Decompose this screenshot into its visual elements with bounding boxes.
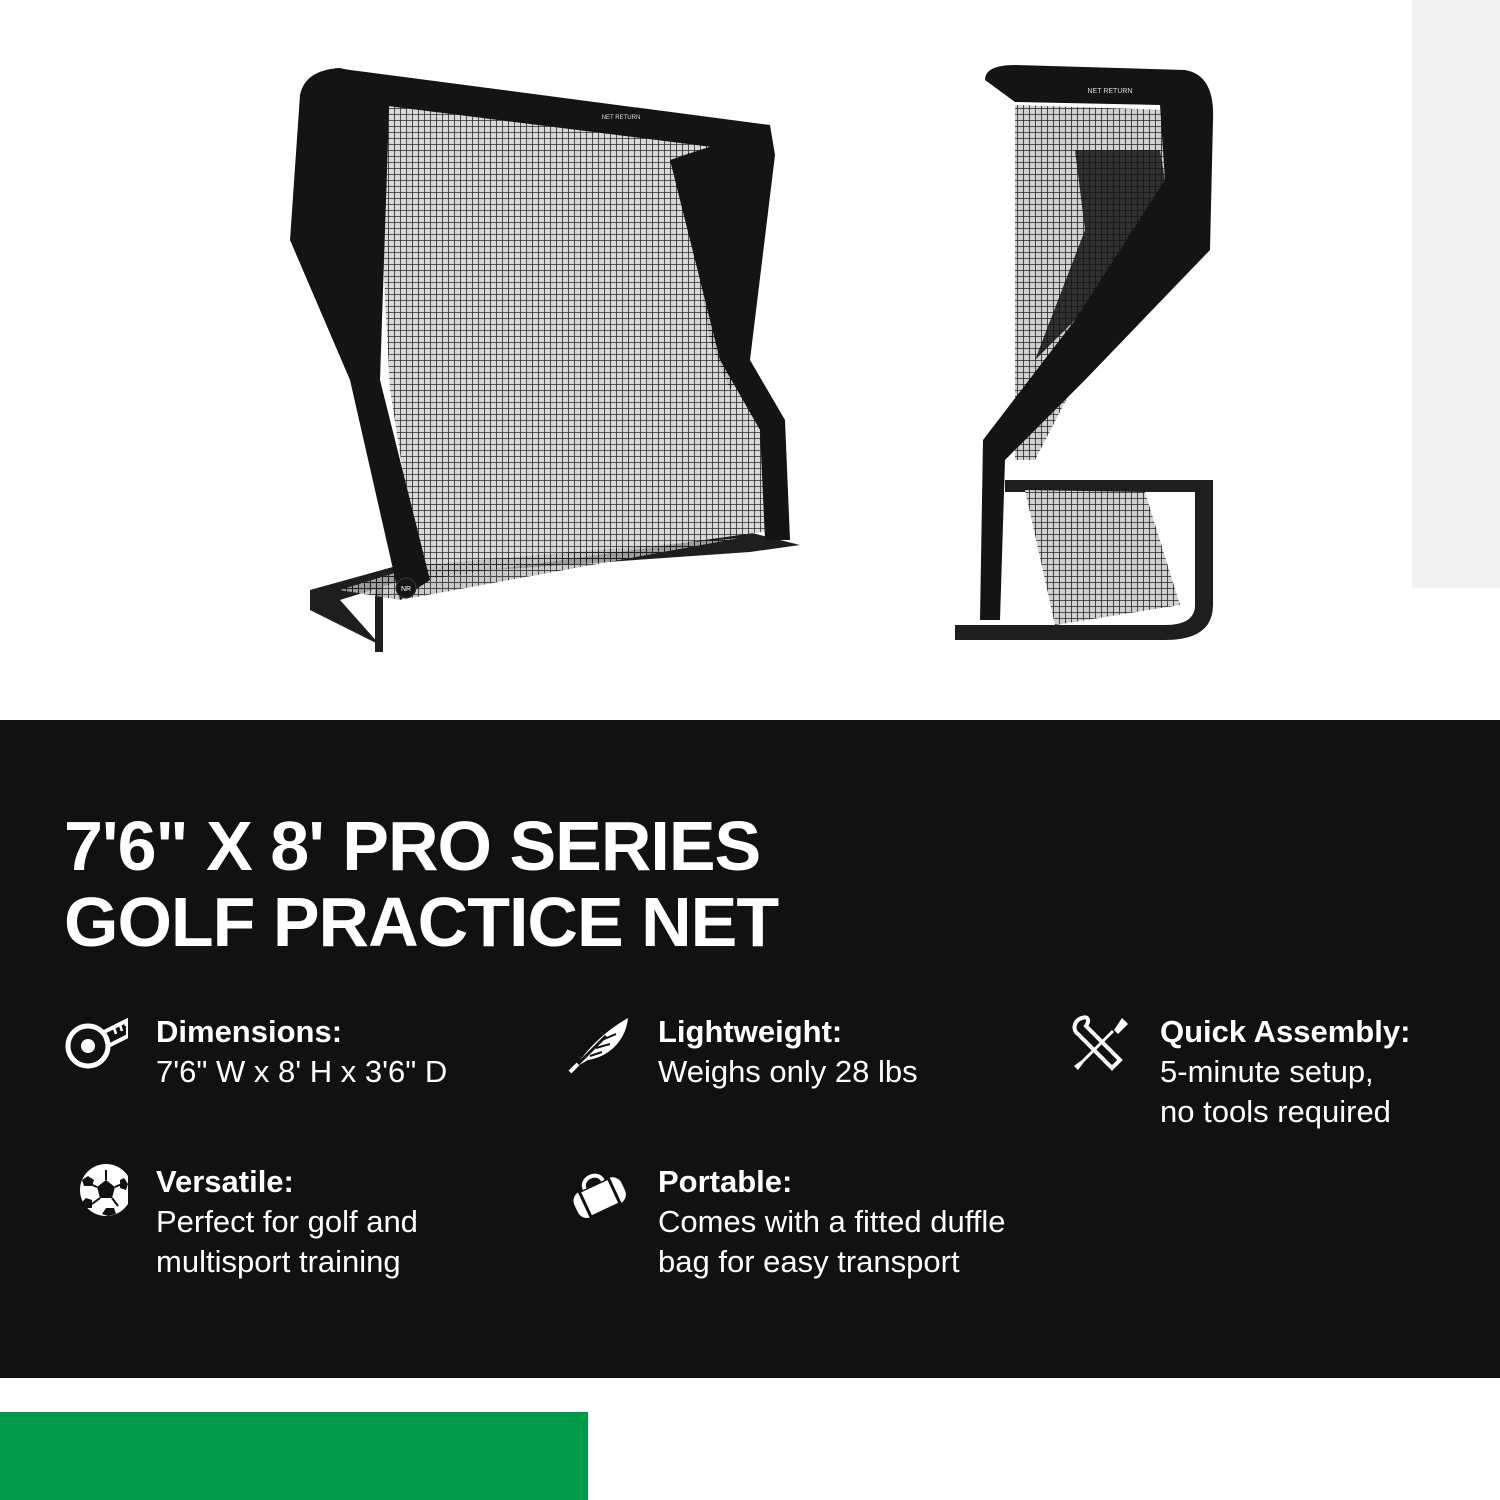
green-accent-bar	[0, 1412, 588, 1500]
side-strip	[1412, 0, 1500, 588]
front-badge-text: NR	[400, 586, 412, 593]
feather-icon	[566, 1012, 630, 1076]
feature-quick-assembly-body: 5-minute setup, no tools required	[1160, 1054, 1391, 1129]
side-logo-text: NET RETURN	[1087, 88, 1133, 95]
duffle-bag-icon	[566, 1162, 630, 1226]
soccer-ball-icon	[64, 1162, 128, 1226]
feature-versatile-body: Perfect for golf and multisport training	[156, 1204, 418, 1279]
net-front-view-image	[280, 60, 810, 660]
front-logo-text: NET RETURN	[601, 115, 641, 121]
tools-icon	[1068, 1012, 1132, 1076]
feature-dimensions-body: 7'6" W x 8' H x 3'6" D	[156, 1054, 448, 1089]
feature-lightweight-heading: Lightweight:	[658, 1014, 843, 1049]
feature-portable-body: Comes with a fitted duffle bag for easy transport	[658, 1204, 1006, 1279]
feature-lightweight-body: Weighs only 28 lbs	[658, 1054, 918, 1089]
product-title-line-1: 7'6" X 8' PRO SERIES	[64, 807, 761, 885]
feature-versatile-heading: Versatile:	[156, 1164, 294, 1199]
feature-portable-heading: Portable:	[658, 1164, 793, 1199]
product-title	[64, 808, 778, 960]
tape-measure-icon	[64, 1012, 128, 1076]
feature-quick-assembly-heading: Quick Assembly:	[1160, 1014, 1411, 1049]
product-title-line-2: GOLF PRACTICE NET	[64, 883, 779, 961]
feature-dimensions-heading: Dimensions:	[156, 1014, 343, 1049]
net-side-view-image	[945, 60, 1225, 660]
